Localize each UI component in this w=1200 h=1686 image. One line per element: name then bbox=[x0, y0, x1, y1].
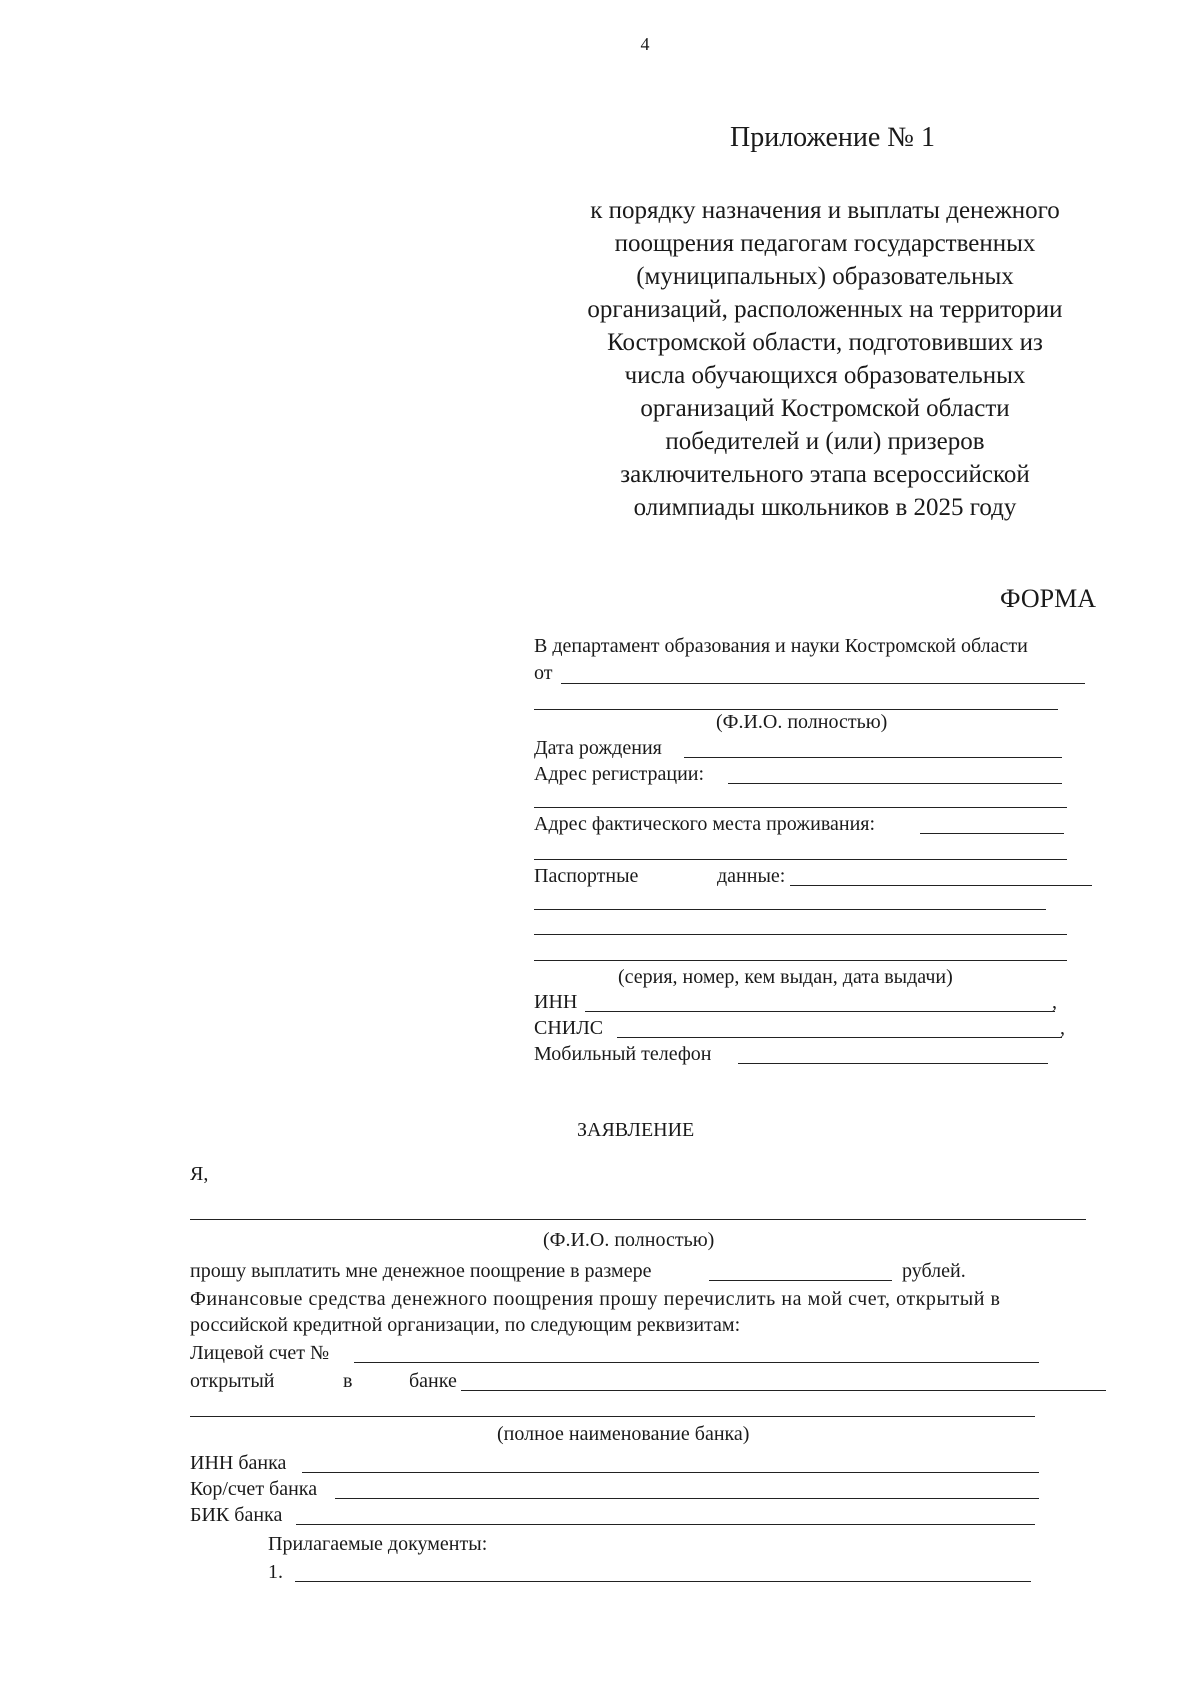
passport-label-data: данные: bbox=[717, 865, 786, 887]
applicant-fio-caption: (Ф.И.О. полностью) bbox=[543, 1229, 715, 1251]
account-field[interactable] bbox=[354, 1362, 1039, 1363]
transfer-text-continued: российской кредитной организации, по следующим реквизитам: bbox=[190, 1314, 741, 1336]
snils-label: СНИЛС bbox=[534, 1017, 604, 1039]
passport-field[interactable] bbox=[790, 885, 1092, 886]
bank-name-field-continued[interactable] bbox=[190, 1416, 1035, 1417]
actual-address-field-continued[interactable] bbox=[534, 859, 1067, 860]
page-number: 4 bbox=[640, 34, 650, 54]
bank-caption: (полное наименование банка) bbox=[497, 1423, 750, 1445]
passport-field-line-3[interactable] bbox=[534, 934, 1067, 935]
attachment-number: 1. bbox=[268, 1561, 283, 1583]
attachments-label: Прилагаемые документы: bbox=[268, 1533, 488, 1555]
appendix-line: заключительного этапа всероссийской bbox=[620, 461, 1030, 488]
fio-caption: (Ф.И.О. полностью) bbox=[716, 711, 888, 733]
birth-date-label: Дата рождения bbox=[534, 737, 662, 759]
reg-address-field[interactable] bbox=[728, 783, 1062, 784]
reg-address-label: Адрес регистрации: bbox=[534, 763, 705, 785]
bank-name-field[interactable] bbox=[461, 1390, 1106, 1391]
bik-label: БИК банка bbox=[190, 1504, 283, 1526]
appendix-title: Приложение № 1 bbox=[730, 122, 935, 153]
snils-comma: , bbox=[1060, 1017, 1065, 1039]
corr-account-label: Кор/счет банка bbox=[190, 1478, 318, 1500]
appendix-line: (муниципальных) образовательных bbox=[636, 263, 1014, 290]
appendix-line: Костромской области, подготовивших из bbox=[607, 329, 1043, 356]
passport-label: Паспортные bbox=[534, 865, 639, 887]
form-label: ФОРМА bbox=[1000, 584, 1096, 613]
appendix-line: организаций Костромской области bbox=[640, 395, 1010, 422]
applicant-fio-field[interactable] bbox=[190, 1219, 1086, 1220]
bik-field[interactable] bbox=[296, 1524, 1035, 1525]
appendix-line: к порядку назначения и выплаты денежного bbox=[590, 197, 1060, 224]
reg-address-field-continued[interactable] bbox=[534, 807, 1067, 808]
attachment-field[interactable] bbox=[295, 1581, 1031, 1582]
appendix-line: организаций, расположенных на территории bbox=[587, 296, 1063, 323]
inn-comma: , bbox=[1052, 991, 1057, 1013]
transfer-text: Финансовые средства денежного поощрения прошу перечислить на мой счет, открытый в bbox=[190, 1288, 1001, 1310]
request-text: прошу выплатить мне денежное поощрение в размере bbox=[190, 1260, 652, 1282]
birth-date-field[interactable] bbox=[684, 757, 1062, 758]
currency-label: рублей. bbox=[902, 1260, 966, 1282]
phone-field[interactable] bbox=[738, 1063, 1048, 1064]
bank-word: банке bbox=[409, 1370, 457, 1392]
from-label: от bbox=[534, 662, 553, 684]
bank-inn-label: ИНН банка bbox=[190, 1452, 287, 1474]
snils-field[interactable] bbox=[617, 1037, 1062, 1038]
opened-word: открытый bbox=[190, 1370, 275, 1392]
appendix-line: олимпиады школьников в 2025 году bbox=[633, 494, 1017, 521]
actual-address-field[interactable] bbox=[920, 833, 1064, 834]
amount-field[interactable] bbox=[709, 1280, 892, 1281]
phone-label: Мобильный телефон bbox=[534, 1043, 712, 1065]
in-word: в bbox=[343, 1370, 353, 1392]
appendix-line: числа обучающихся образовательных bbox=[624, 362, 1026, 389]
passport-field-line-2[interactable] bbox=[534, 909, 1046, 910]
account-label: Лицевой счет № bbox=[190, 1342, 330, 1364]
from-field[interactable] bbox=[561, 683, 1085, 684]
passport-caption: (серия, номер, кем выдан, дата выдачи) bbox=[618, 966, 953, 988]
actual-address-label: Адрес фактического места проживания: bbox=[534, 813, 876, 835]
corr-account-field[interactable] bbox=[335, 1498, 1039, 1499]
appendix-line: победителей и (или) призеров bbox=[665, 428, 985, 455]
passport-field-line-4[interactable] bbox=[534, 960, 1067, 961]
inn-field[interactable] bbox=[585, 1011, 1055, 1012]
appendix-description bbox=[540, 194, 1110, 524]
statement-title: ЗАЯВЛЕНИЕ bbox=[577, 1119, 695, 1141]
addressee-department: В департамент образования и науки Костромской области bbox=[534, 635, 1028, 657]
appendix-line: поощрения педагогам государственных bbox=[614, 230, 1036, 257]
bank-inn-field[interactable] bbox=[302, 1472, 1039, 1473]
i-label: Я, bbox=[190, 1163, 209, 1185]
inn-label: ИНН bbox=[534, 991, 578, 1013]
